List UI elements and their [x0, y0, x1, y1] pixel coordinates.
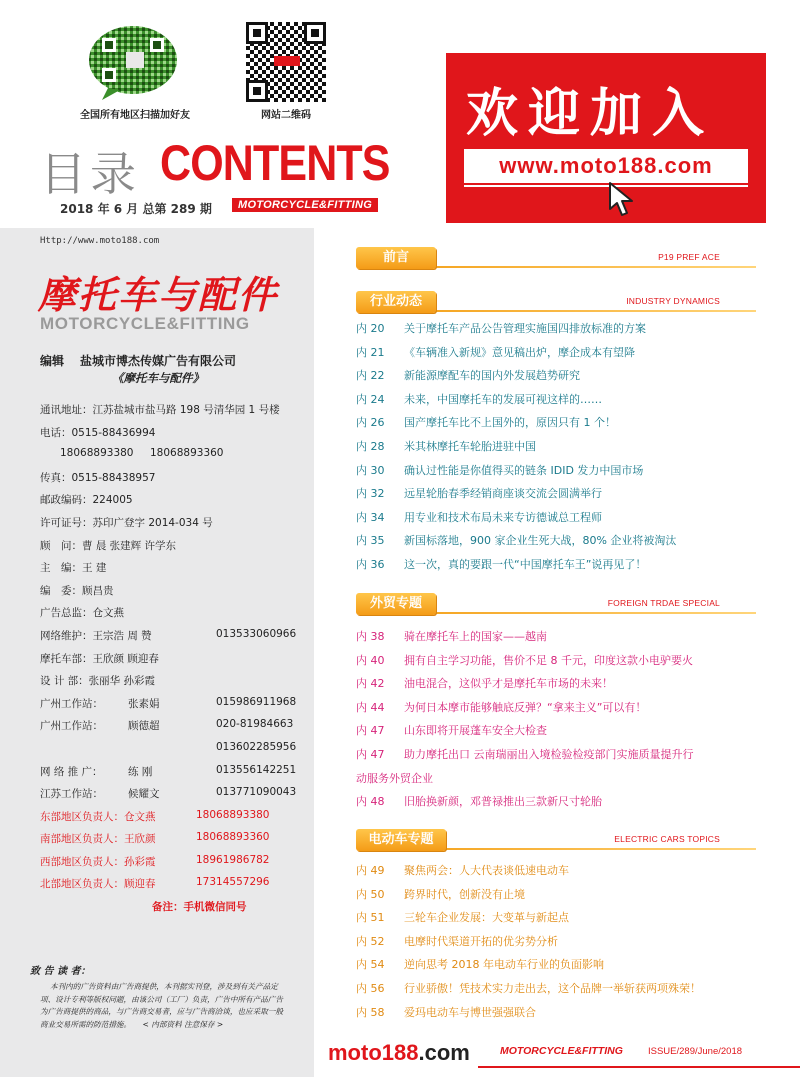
editor-label: 编辑 — [40, 354, 65, 368]
site-url[interactable]: Http://www.moto188.com — [40, 236, 160, 246]
editor-line — [40, 352, 236, 369]
info-row-label: 邮政编码：224005 — [40, 494, 133, 507]
site-qr — [226, 22, 346, 121]
info-row — [40, 718, 310, 741]
section-tab[interactable]: 前言 — [356, 247, 436, 269]
masthead-info-list — [40, 402, 310, 922]
toc-page-number: 内 47 — [356, 748, 385, 761]
regional-contact-row — [40, 854, 310, 877]
cursor-arrow-icon — [608, 181, 636, 221]
toc-page-number: 内 26 — [356, 416, 385, 430]
section-header[interactable] — [356, 826, 756, 854]
section-header[interactable] — [356, 590, 756, 618]
section-rule — [434, 848, 756, 850]
info-row-label: 广州工作站： — [40, 697, 103, 710]
info-row-label: 广告总监：仓文燕 — [40, 607, 124, 620]
info-row-label: 编 委：顾昌贵 — [40, 584, 114, 597]
wechat-qr — [60, 22, 210, 121]
info-row — [40, 515, 310, 538]
toc-page-number: 内 47 — [356, 724, 385, 738]
info-row-label: 许可证号：苏印广登字 2014-034 号 — [40, 516, 213, 529]
info-row-value: 020-81984663 — [216, 718, 294, 731]
regional-contact-row — [40, 809, 310, 832]
info-row — [40, 628, 310, 651]
notice-title: 致 告 读 者： — [30, 966, 91, 977]
regional-contact-name: 南部地区负责人：王欣颜 — [40, 833, 156, 846]
info-row-label: 网 络 推 广： — [40, 765, 103, 778]
info-row-label: 18068893380 — [60, 447, 134, 460]
section-tab[interactable]: 外贸专题 — [356, 593, 436, 615]
wechat-qr-label: 全国所有地区扫描加好友 — [80, 110, 190, 121]
welcome-url[interactable]: www.moto188.com — [464, 149, 748, 183]
toc-page-number: 内 32 — [356, 487, 385, 501]
toc-article-title: 关于摩托车产品公告管理实施国四排放标准的方案 — [404, 322, 646, 335]
toc-page-number: 内 44 — [356, 700, 385, 714]
toc-page-number: 内 20 — [356, 322, 385, 335]
toc-article-title: 这一次，真的要跟一代“中国摩托车王”说再见了！ — [404, 558, 647, 571]
section-rule — [434, 612, 756, 614]
regional-contact-name: 西部地区负责人：孙彩霞 — [40, 855, 156, 868]
welcome-banner[interactable] — [446, 53, 766, 223]
toc-page-number: 内 51 — [356, 911, 385, 925]
toc-article-title: 确认过性能是你值得买的链条 IDID 发力中国市场 — [404, 463, 644, 477]
regional-contact-phone: 18961986782 — [196, 853, 270, 866]
toc-page-number: 内 24 — [356, 392, 385, 406]
footer-domain-name: moto188 — [328, 1040, 419, 1065]
toc-article-title: 逆向思考 2018 年电动车行业的负面影响 — [404, 958, 604, 972]
regional-contact-name: 北部地区负责人：顾迎春 — [40, 878, 156, 891]
footer-domain[interactable] — [328, 1040, 470, 1066]
info-row-label: 设 计 部：张丽华 孙彩霞 — [40, 675, 156, 688]
title-en: CONTENTS — [160, 135, 390, 191]
toc-article-title: 为何日本摩市能够触底反弹？“拿来主义”可以有！ — [404, 700, 647, 714]
info-row-person: 练 刚 — [128, 765, 153, 778]
info-row — [40, 605, 310, 628]
toc-page-number: 内 58 — [356, 1005, 385, 1019]
info-row-value: 013771090043 — [216, 786, 297, 799]
info-row-label: 广州工作站： — [40, 720, 103, 733]
info-row-person: 顾德超 — [128, 720, 160, 733]
section-tab[interactable]: 电动车专题 — [356, 829, 446, 851]
info-row-label: 主 编：王 建 — [40, 562, 107, 575]
toc-article-title: 新国标落地，900 家企业生死大战，80% 企业将被淘汰 — [404, 534, 677, 548]
section-rule — [434, 310, 756, 312]
toc-page-number: 内 22 — [356, 369, 385, 383]
toc-page-number: 内 54 — [356, 958, 385, 972]
section-tab[interactable]: 行业动态 — [356, 291, 436, 313]
notice-body: 本刊内的广告资料由广告商提供，本刊据实刊登，涉及到有关产品定项、设计专利等版权问题，由该公司（工厂）负责，广告中所有产品广告为广告商提供的商品，与广告商交易者，应与广告商洽谈，也应采取一般商业交易所需的防范措施。 < 内部资料 注意保存 > — [40, 982, 283, 1029]
toc-page-number: 内 38 — [356, 630, 385, 643]
remark-row — [40, 899, 310, 922]
footer-badge: MOTORCYCLE&FITTING — [500, 1045, 623, 1057]
info-row-label: 江苏工作站： — [40, 788, 103, 801]
section-en-title: FOREIGN TRDAE SPECIAL — [607, 598, 720, 608]
regional-contact-name: 东部地区负责人：仓文燕 — [40, 810, 156, 823]
info-row — [40, 492, 310, 515]
title-zh: 目录 — [40, 147, 140, 201]
info-row-value: 013556142251 — [216, 763, 297, 776]
section-en-title: ELECTRIC CARS TOPICS — [614, 834, 720, 844]
regional-contact-phone: 17314557296 — [196, 876, 270, 889]
toc-page-number: 内 28 — [356, 440, 385, 453]
toc-article-title: 山东即将开展蓬车安全大检查 — [404, 724, 547, 738]
regional-contact-row — [40, 876, 310, 899]
section-rule — [434, 266, 756, 268]
issue-info: 2018 年 6 月 总第 289 期 — [60, 202, 212, 216]
toc-article-title: 动服务外贸企业 — [356, 771, 433, 785]
toc-article-title: 电摩时代渠道开拓的优劣势分析 — [404, 934, 558, 948]
toc-article-title: 未来，中国摩托车的发展可视这样的…… — [404, 392, 602, 406]
info-row — [40, 673, 310, 696]
toc-page-number: 内 36 — [356, 558, 385, 571]
regional-contact-phone: 18068893380 — [196, 808, 270, 821]
toc-article-title: 骑在摩托车上的国家——越南 — [404, 630, 547, 643]
toc-article-title: 行业骄傲！凭技术实力走出去，这个品牌一举斩获两项殊荣！ — [404, 982, 701, 995]
regional-contact-phone: 18068893360 — [196, 831, 270, 844]
toc-article-title: 国产摩托车比不上国外的，原因只有 1 个！ — [404, 416, 616, 430]
info-row-value: 015986911968 — [216, 695, 297, 708]
info-row-value: 18068893360 — [150, 447, 224, 460]
section-header[interactable] — [356, 288, 756, 316]
footer-issue: ISSUE/289/June/2018 — [648, 1046, 743, 1057]
toc-page-number: 内 30 — [356, 463, 385, 477]
toc-page-number: 内 56 — [356, 982, 385, 995]
toc-article-title: 远星轮胎春季经销商座谈交流会圆满举行 — [404, 487, 602, 501]
toc-article-title: 旧胎换新颜，邓普禄推出三款新尺寸轮胎 — [404, 795, 602, 809]
toc-page-number: 内 40 — [356, 653, 385, 667]
toc-article-title: 用专业和技术布局未来专访德诚总工程师 — [404, 510, 602, 524]
section-header[interactable] — [356, 244, 756, 272]
regional-contact-row — [40, 831, 310, 854]
toc-page-number: 内 42 — [356, 677, 385, 691]
header-badge: MOTORCYCLE&FITTING — [232, 198, 378, 212]
editor-value: 盐城市博杰传媒广告有限公司 — [80, 354, 237, 368]
toc-article-title: 助力摩托出口 云南瑞丽出入境检验检疫部门实施质量提升行 — [404, 748, 694, 761]
info-row — [40, 583, 310, 606]
info-row-label: 摩托车部：王欣颜 顾迎春 — [40, 652, 159, 665]
toc-article-title: 油电混合，这似乎才是摩托车市场的未来！ — [404, 677, 613, 691]
welcome-url-underline — [464, 185, 748, 187]
toc-page-number: 内 50 — [356, 887, 385, 901]
info-row — [40, 470, 310, 493]
toc-article-title: 《车辆准入新规》意见稿出炉，摩企成本有望降 — [404, 345, 635, 359]
toc-page-number: 内 49 — [356, 864, 385, 877]
toc-page-number: 内 35 — [356, 534, 385, 548]
welcome-headline: 欢迎加入 — [466, 84, 715, 144]
info-row-label: 电话：0515-88436994 — [40, 426, 156, 439]
info-row — [40, 538, 310, 561]
reader-notice — [30, 962, 288, 1031]
toc-article-title: 拥有自主学习功能，售价不足 8 千元，印度这款小电驴要火 — [404, 653, 693, 667]
footer-rule — [478, 1066, 800, 1068]
toc-article-title: 爱玛电动车与博世强强联合 — [404, 1005, 536, 1019]
info-row-label: 通讯地址：江苏盐城市盐马路 198 号清华园 1 号楼 — [40, 404, 280, 416]
info-row — [40, 696, 310, 719]
info-row — [40, 560, 310, 583]
info-row — [40, 651, 310, 674]
wechat-qr-icon — [88, 22, 182, 102]
section-en-title: P19 PREF ACE — [658, 252, 720, 262]
section-en-title: INDUSTRY DYNAMICS — [626, 296, 720, 306]
remark-text: 备注：手机微信同号 — [152, 901, 247, 914]
info-row — [40, 764, 310, 787]
toc-article-title: 跨界时代，创新没有止境 — [404, 887, 525, 901]
toc-page-number: 内 52 — [356, 934, 385, 948]
magazine-title-zh: 摩托车与配件 — [38, 273, 279, 317]
info-row-person: 候耀文 — [128, 788, 160, 801]
info-row — [40, 786, 310, 809]
toc-article-title: 米其林摩托车轮胎进驻中国 — [404, 440, 536, 453]
info-row — [40, 741, 310, 764]
toc-page-number: 内 48 — [356, 795, 385, 809]
magazine-title-en: MOTORCYCLE&FITTING — [40, 314, 250, 333]
toc-article-title: 聚焦两会：人大代表谈低速电动车 — [404, 864, 569, 877]
site-qr-icon — [246, 22, 326, 102]
footer-domain-tld: .com — [418, 1040, 470, 1065]
info-row-label: 传真：0515-88438957 — [40, 471, 156, 484]
info-row — [40, 447, 310, 470]
toc-article-title: 三轮车企业发展：大变革与新起点 — [404, 911, 569, 925]
info-row-value: 013533060966 — [216, 627, 297, 640]
toc-page-number: 内 21 — [356, 345, 385, 359]
masthead-panel — [0, 228, 314, 1077]
info-row — [40, 425, 310, 448]
toc-page-number: 内 34 — [356, 510, 385, 524]
toc-article-title: 新能源摩配车的国内外发展趋势研究 — [404, 369, 580, 383]
publication-name: 《摩托车与配件》 — [112, 371, 204, 385]
info-row-label: 顾 问：曹 晨 张建辉 许学东 — [40, 539, 177, 552]
info-row-value: 013602285956 — [216, 740, 297, 753]
site-qr-label: 网站二维码 — [261, 110, 311, 121]
info-row-label: 网络维护：王宗浩 周 赞 — [40, 629, 152, 642]
info-row — [40, 402, 310, 425]
info-row-person: 张素娟 — [128, 697, 160, 710]
